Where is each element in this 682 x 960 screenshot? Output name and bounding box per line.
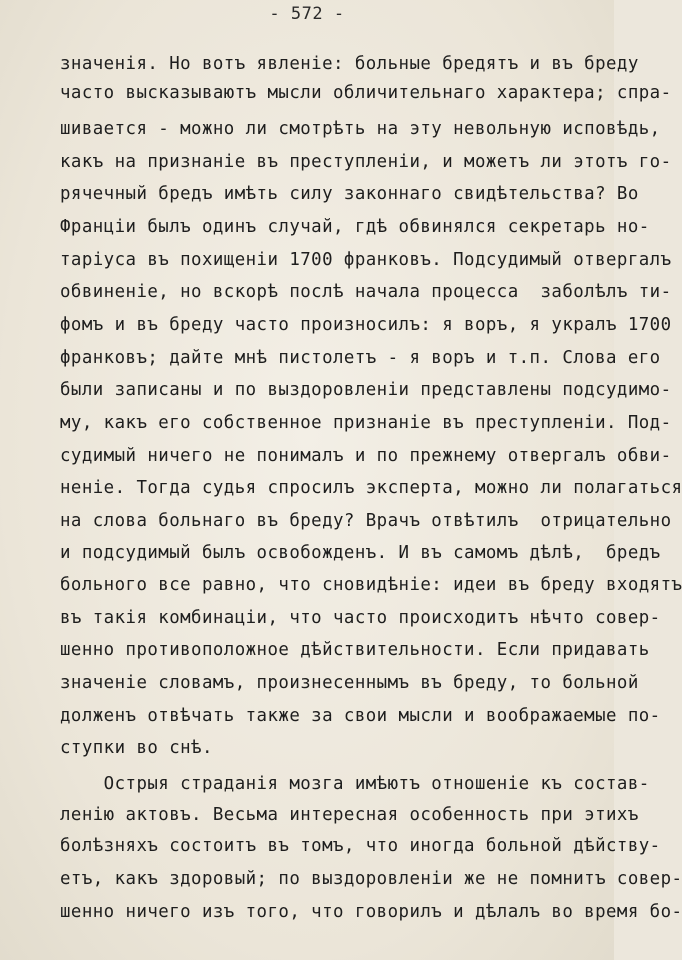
text-line: часто высказываютъ мысли обличительнаго характера; спра- [60, 83, 672, 103]
text-line: значенія. Но вотъ явленіе: больные бредятъ и въ бреду [60, 54, 639, 74]
text-line: судимый ничего не понималъ и по прежнему отвергалъ обви- [60, 446, 672, 466]
text-line: на слова больнаго въ бреду? Врачъ отвѣтилъ отрицательно [60, 511, 672, 531]
text-line: обвиненіе, но вскорѣ послѣ начала процесса заболѣлъ ти- [60, 282, 672, 302]
text-line: были записаны и по выздоровленіи представлены подсудимо- [60, 380, 672, 400]
text-line: долженъ отвѣчать также за свои мысли и воображаемые по- [60, 706, 661, 726]
text-line: въ такія комбинаціи, что часто происходитъ нѣчто совер- [60, 608, 661, 628]
text-line: ленію актовъ. Весьма интересная особенность при этихъ [60, 805, 639, 825]
text-line: таріуса въ похищеніи 1700 франковъ. Подсудимый отвергалъ [60, 250, 672, 270]
text-line: значеніе словамъ, произнесеннымъ въ бреду, то больной [60, 673, 639, 693]
text-line: Франціи былъ одинъ случай, гдѣ обвинялся секретарь но- [60, 217, 650, 237]
text-line: шенно ничего изъ того, что говорилъ и дѣлалъ во время бо- [60, 902, 682, 922]
text-line: ступки во снѣ. [60, 738, 213, 758]
page-number: - 572 - [269, 4, 345, 24]
text-line: му, какъ его собственное признаніе въ преступленіи. Под- [60, 413, 672, 433]
text-line: франковъ; дайте мнѣ пистолетъ - я воръ и т.п. Слова его [60, 348, 661, 368]
text-line: шенно противоположное дѣйствительности. Если придавать [60, 640, 650, 660]
text-line: етъ, какъ здоровый; по выздоровленіи же не помнитъ совер- [60, 869, 682, 889]
text-line: болѣзняхъ состоитъ въ томъ, что иногда больной дѣйству- [60, 836, 661, 856]
text-line: шивается - можно ли смотрѣть на эту невольную исповѣдь, [60, 119, 661, 139]
text-line: и подсудимый былъ освобожденъ. И въ самомъ дѣлѣ, бредъ [60, 543, 661, 563]
text-line: неніе. Тогда судья спросилъ эксперта, можно ли полагаться [60, 478, 682, 498]
text-line: фомъ и въ бреду часто произносилъ: я воръ, я укралъ 1700 [60, 315, 672, 335]
text-line: рячечный бредъ имѣть силу законнаго свидѣтельства? Во [60, 184, 639, 204]
text-line: больного все равно, что сновидѣніе: идеи въ бреду входятъ [60, 575, 682, 595]
text-line: какъ на признаніе въ преступленіи, и можетъ ли этотъ го- [60, 152, 672, 172]
text-line: Острыя страданія мозга имѣютъ отношеніе къ состав- [60, 774, 650, 794]
